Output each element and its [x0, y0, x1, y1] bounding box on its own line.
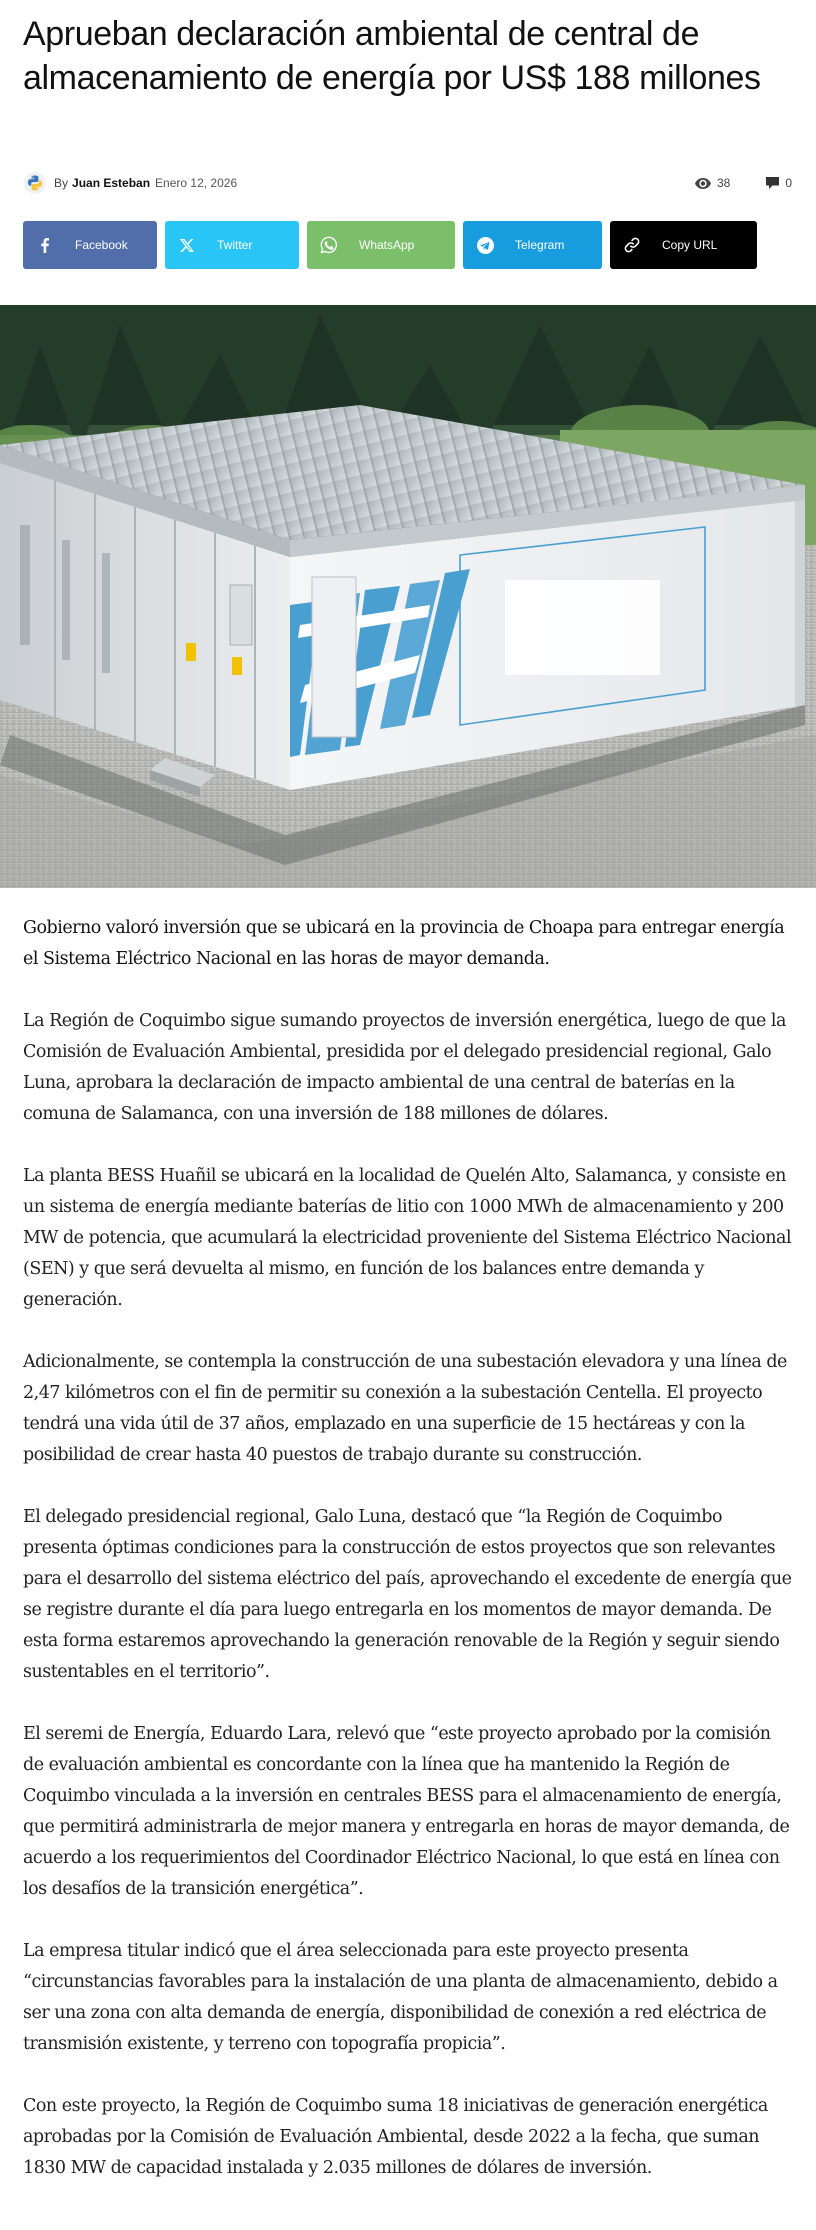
- whatsapp-icon: [320, 236, 338, 254]
- article-paragraph: Adicionalmente, se contempla la construcción de una subestación elevadora y una línea de 2,47 kilómetros con el fin de permitir su conexión a la subestación Centella. El proyecto tendrá una vida útil de 37 años, emplazado en una superficie de 15 hectáreas y con la posibilidad de crear hasta 40 puestos de trabajo durante su construcción.: [23, 1352, 787, 1465]
- copy-url-button[interactable]: [610, 221, 757, 269]
- facebook-icon: [41, 238, 49, 253]
- battery-storage-illustration: [0, 305, 816, 888]
- article-paragraph: La planta BESS Huañil se ubicará en la localidad de Quelén Alto, Salamanca, y consiste en un sistema de energía mediante baterías de litio con 1000 MWh de almacenamiento y 200 MW de potencia, que acumulará la electricidad proveniente del Sistema Eléctrico Nacional (SEN) y que será devuelta al mismo, en función de los balances entre demanda y generación.: [23, 1166, 792, 1310]
- share-whatsapp-button[interactable]: [307, 221, 455, 269]
- share-buttons: [23, 221, 757, 269]
- publish-date: Enero 12, 2026: [155, 176, 238, 190]
- article-paragraph: El seremi de Energía, Eduardo Lara, relevó que “este proyecto aprobado por la comisión de evaluación ambiental es concordante con la línea que ha mantenido la Región de Coquimbo vinculada a la inversión en centrales BESS para el almacenamiento de energía, que permitirá administrarla de mejor manera y entregarla en horas de mayor demanda, de acuerdo a los requerimientos del Coordinador Eléctrico Nacional, lo que está en línea con los desafíos de la transición energética”.: [23, 1724, 790, 1899]
- view-count: 38: [716, 176, 731, 190]
- share-twitter-label: Twitter: [217, 238, 253, 252]
- featured-image: [0, 305, 816, 888]
- copy-url-label: Copy URL: [662, 238, 718, 252]
- share-telegram-button[interactable]: [463, 221, 602, 269]
- avatar[interactable]: [24, 172, 46, 194]
- share-telegram-label: Telegram: [515, 238, 565, 252]
- share-whatsapp-label: WhatsApp: [359, 238, 415, 252]
- comment-count[interactable]: 0: [785, 176, 792, 190]
- article-lead: Gobierno valoró inversión que se ubicará en la provincia de Choapa para entregar energía el Sistema Eléctrico Nacional en las horas de mayor demanda.: [23, 918, 785, 969]
- share-facebook-label: Facebook: [75, 238, 128, 252]
- author-link[interactable]: Juan Esteban: [72, 176, 151, 190]
- article-paragraph: La Región de Coquimbo sigue sumando proyectos de inversión energética, luego de que la Comisión de Evaluación Ambiental, presidida por el delegado presidencial regional, Galo Luna, aprobara la declaración de impacto ambiental de una central de baterías en la comuna de Salamanca, con una inversión de 188 millones de dólares.: [23, 1011, 786, 1124]
- article-meta: [24, 172, 792, 194]
- article-title: Aprueban declaración ambiental de central de almacenamiento de energía por US$ 188 millones: [23, 15, 761, 97]
- article-stats: [695, 176, 792, 190]
- eye-icon: [695, 178, 711, 189]
- article-paragraph: El delegado presidencial regional, Galo Luna, destacó que “la Región de Coquimbo presenta óptimas condiciones para la construcción de estos proyectos que son relevantes para el desarrollo del sistema eléctrico del país, aprovechando el excedente de energía que se registre durante el día para luego entregarla en los momentos de mayor demanda. De esta forma estaremos aprovechando la generación renovable de la Región y seguir siendo sustentables en el territorio”.: [23, 1507, 792, 1682]
- link-icon: [624, 237, 640, 253]
- article-paragraph: Con este proyecto, la Región de Coquimbo suma 18 iniciativas de generación energética aprobadas por la Comisión de Evaluación Ambiental, desde 2022 a la fecha, que suman 1830 MW de capacidad instalada y 2.035 millones de dólares de inversión.: [23, 2096, 768, 2178]
- x-icon: [180, 239, 194, 252]
- meta-by: By: [54, 176, 69, 190]
- article-body: [23, 913, 793, 2215]
- article-paragraph: La empresa titular indicó que el área seleccionada para este proyecto presenta “circunstancias favorables para la instalación de una planta de almacenamiento, debido a ser una zona con alta demanda de energía, disponibilidad de conexión a red eléctrica de transmisión existente, y terreno con topografía propicia”.: [23, 1941, 778, 2054]
- comment-icon[interactable]: [766, 177, 779, 189]
- telegram-icon: [477, 237, 494, 254]
- share-twitter-button[interactable]: [165, 221, 299, 269]
- share-facebook-button[interactable]: [23, 221, 157, 269]
